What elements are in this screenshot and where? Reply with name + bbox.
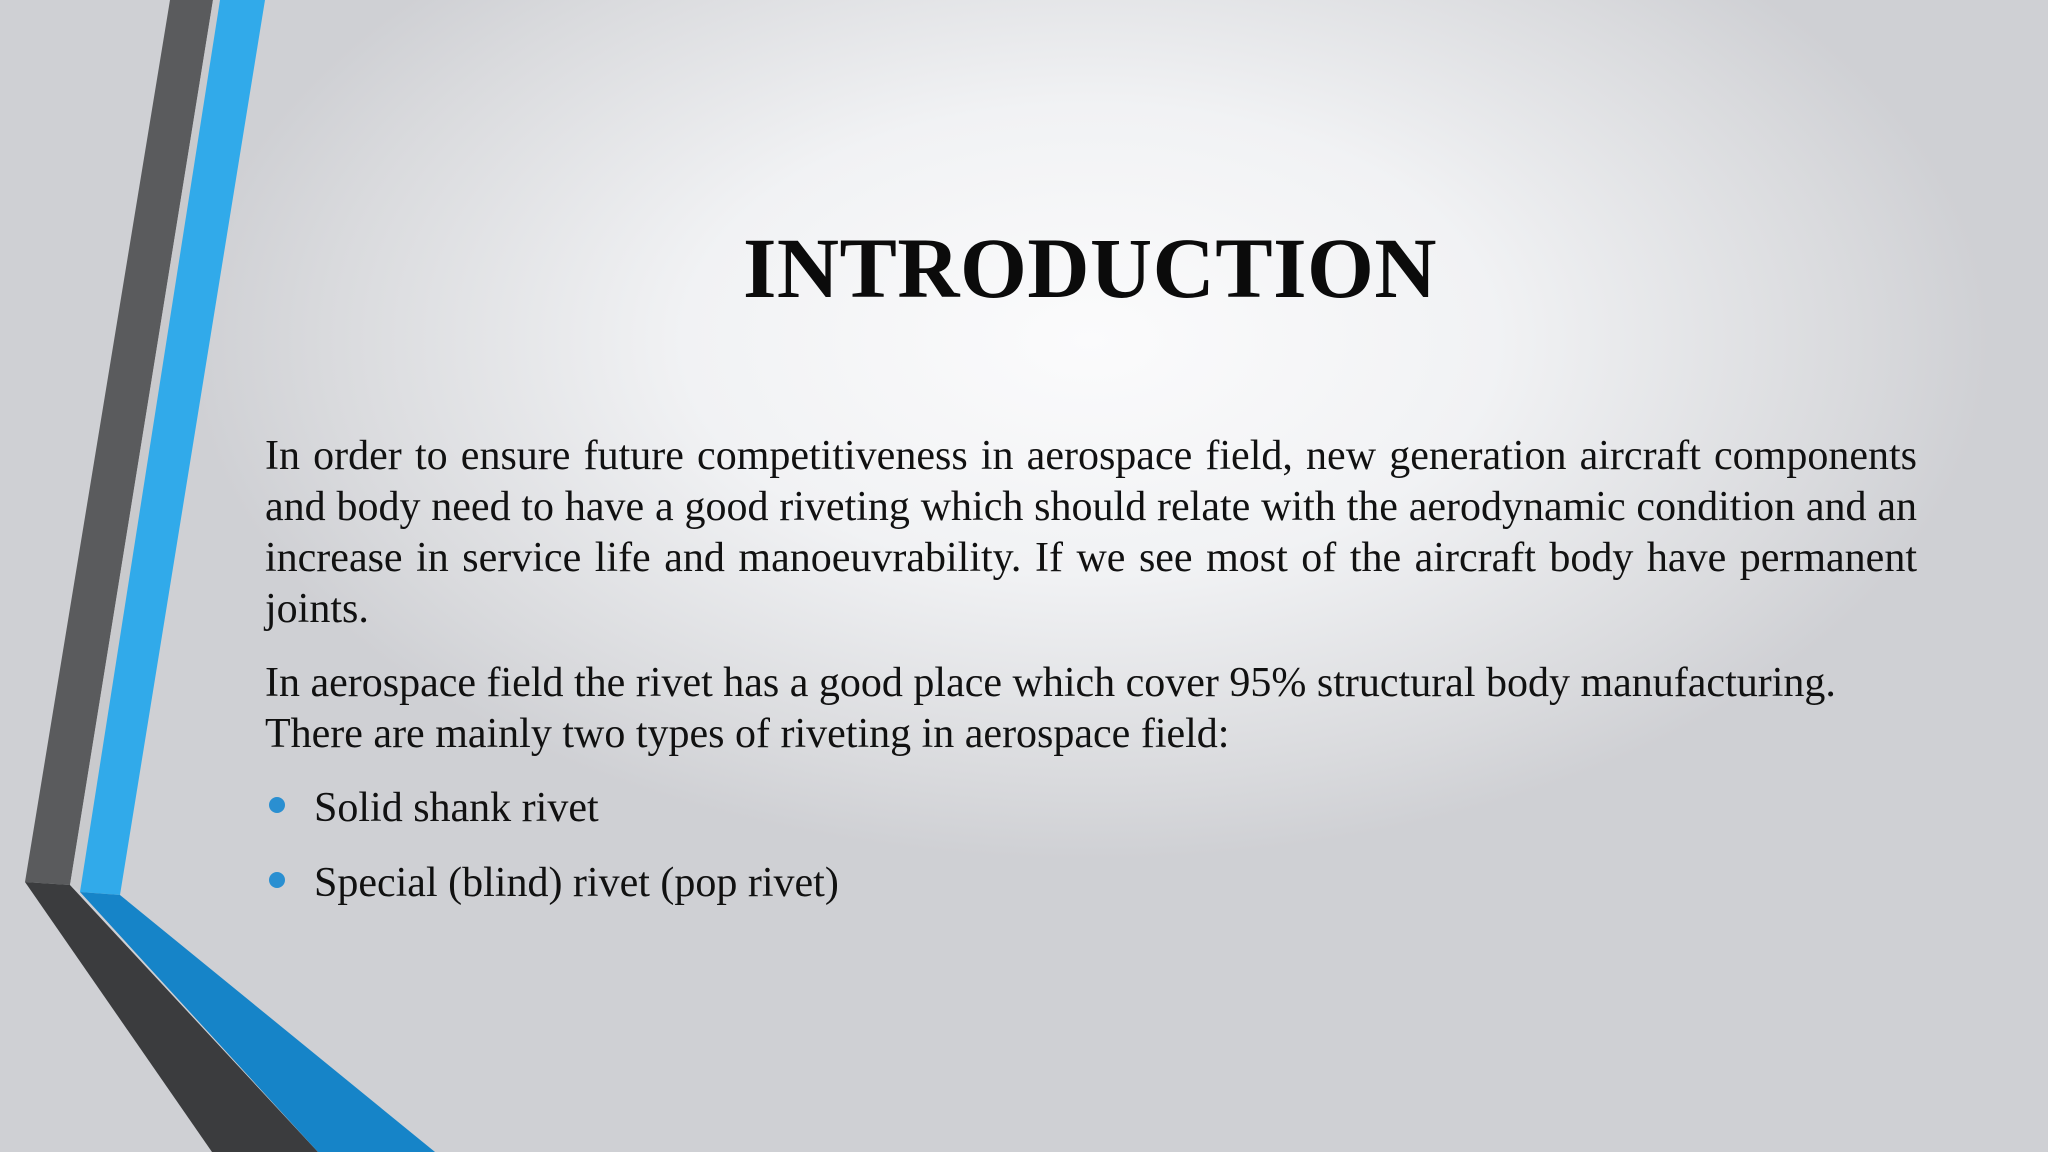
bullet-text: Solid shank rivet [314,785,599,831]
slide-body [265,431,1917,933]
slide-title: INTRODUCTION [742,220,1438,316]
list-item [265,858,1917,909]
rivet-types-list [265,783,1917,909]
light-separator [70,0,220,892]
bullet-text: Special (blind) rivet (pop rivet) [314,860,839,906]
intro-paragraph: In order to ensure future competitiveness in aerospace field, new generation aircraft components and body need to have a good riveting which should relate with the aerodynamic condition and an increase in service life and manoeuvrability. If we see most of the aircraft body have permanent joints. [265,433,1917,632]
list-item [265,783,1917,834]
rivet-paragraph: In aerospace field the rivet has a good place which cover 95% structural body manufacturing. There are mainly two types of riveting in aerospace field: [265,660,1836,757]
bullet-icon [269,797,285,813]
bullet-icon [269,872,285,888]
